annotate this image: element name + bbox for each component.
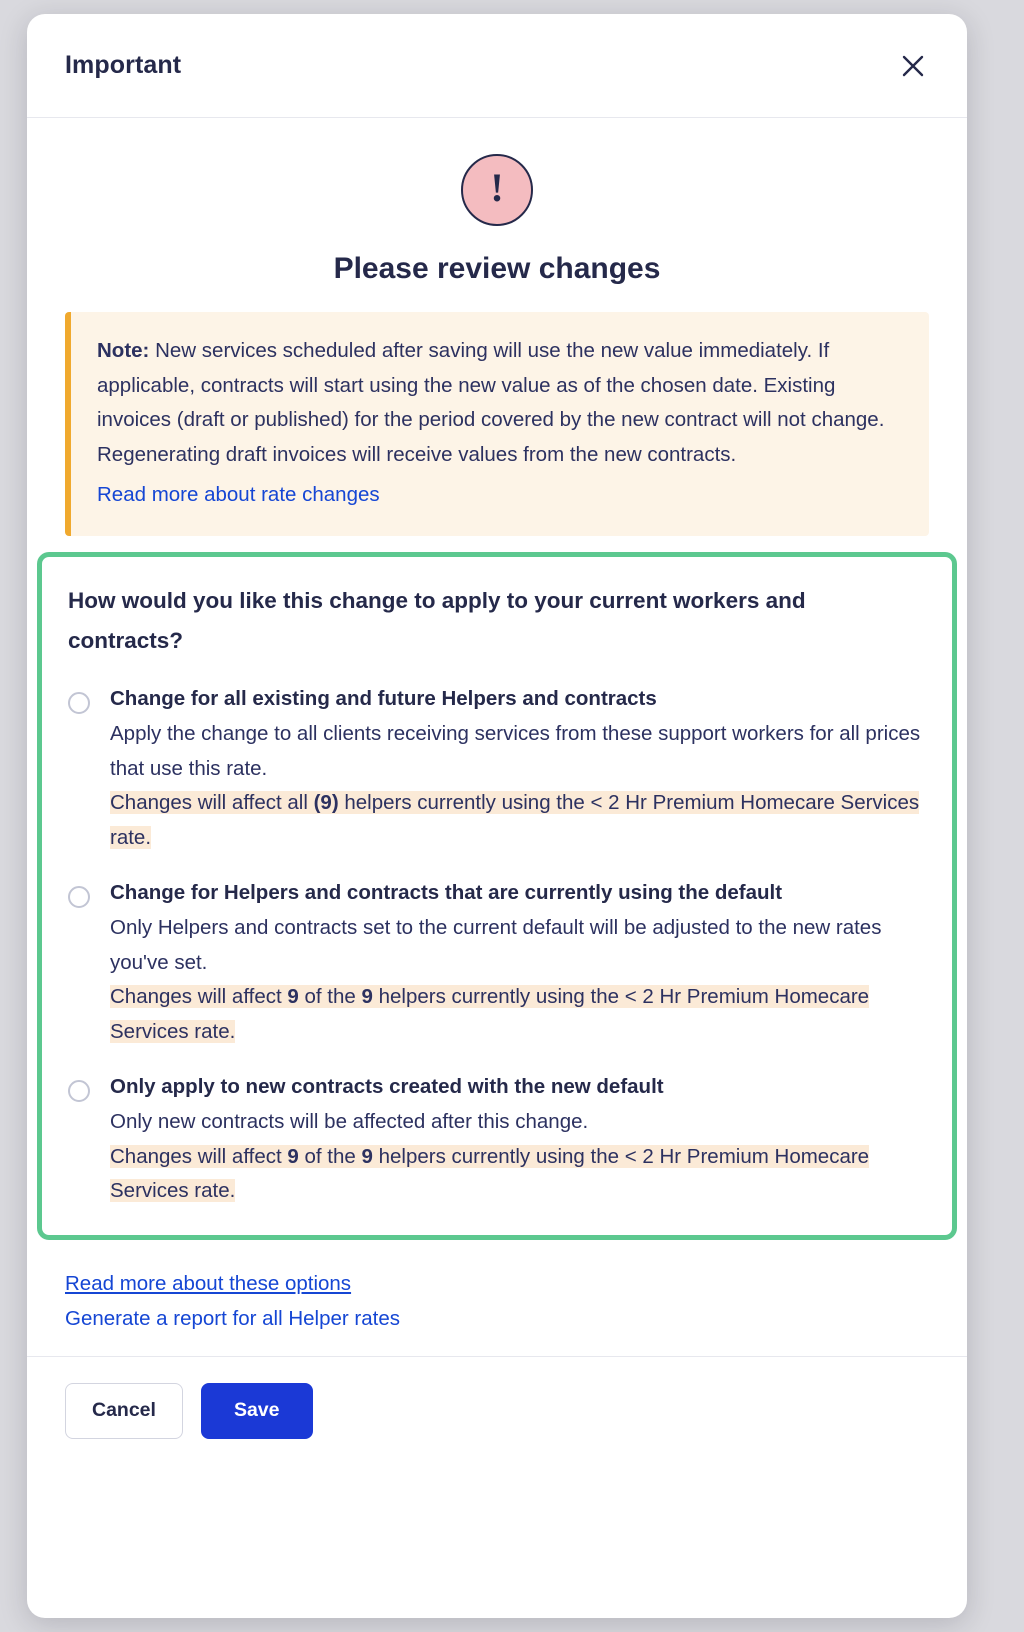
impact-suffix: helpers currently using the < 2 Hr Premium Homecare Services rate.: [110, 1144, 870, 1202]
option-body: [110, 1071, 926, 1209]
impact-prefix: Changes will affect all: [110, 791, 314, 814]
impact-middle: of the: [298, 985, 362, 1008]
impact-count: 9: [287, 1144, 299, 1168]
option-description: Only new contracts will be affected after this change.: [110, 1110, 589, 1133]
radio-new-contracts-only[interactable]: [68, 1080, 90, 1102]
note-text: [97, 334, 903, 472]
read-more-options-link[interactable]: Read more about these options: [65, 1271, 352, 1295]
note-body: New services scheduled after saving will use the new value immediately. If applicable, contracts will start using the new value as of the chosen date. Existing invoices (draft or published) for the period covered by the new contract will not change. Regenerating draft invoices will receive values from the new contracts.: [97, 339, 885, 466]
close-icon-glyph: [902, 55, 924, 77]
modal-footer: [27, 1356, 967, 1439]
modal-title: Important: [65, 51, 182, 79]
option-row-all-existing-future[interactable]: [68, 683, 926, 855]
impact-prefix: Changes will affect: [110, 985, 288, 1008]
option-title: Only apply to new contracts created with the new default: [110, 1075, 664, 1098]
impact-suffix: helpers currently using the < 2 Hr Premium Homecare Services rate.: [110, 985, 870, 1043]
option-body: [110, 683, 926, 855]
impact-count: 9: [287, 985, 299, 1008]
cancel-button[interactable]: Cancel: [65, 1383, 183, 1439]
option-body: [110, 877, 926, 1049]
apply-options-panel: [37, 552, 957, 1240]
modal-body: [27, 154, 967, 1342]
options-question: How would you like this change to apply to your current workers and contracts?: [68, 588, 806, 653]
radio-all-existing-future[interactable]: [68, 692, 90, 714]
impact-total: 9: [361, 985, 373, 1008]
modal-header: [27, 14, 967, 118]
option-impact: [110, 1140, 926, 1209]
option-description: Apply the change to all clients receiving services from these support workers for all prices that use this rate.: [110, 722, 921, 780]
option-title: Change for all existing and future Helpers and contracts: [110, 687, 657, 710]
exclamation-glyph: !: [490, 165, 504, 210]
note-label: Note:: [97, 339, 150, 362]
review-changes-modal: [27, 14, 967, 1618]
close-icon[interactable]: [895, 48, 931, 84]
save-button[interactable]: Save: [201, 1383, 313, 1439]
option-impact: [110, 980, 926, 1049]
radio-currently-default[interactable]: [68, 886, 90, 908]
page-title: Please review changes: [333, 252, 661, 285]
impact-suffix: helpers currently using the < 2 Hr Premium Homecare Services rate.: [110, 791, 920, 849]
impact-prefix: Changes will affect: [110, 1144, 288, 1168]
option-row-currently-default[interactable]: [68, 877, 926, 1049]
note-callout: [65, 312, 929, 536]
option-row-new-contracts-only[interactable]: [68, 1071, 926, 1209]
option-impact: [110, 786, 926, 855]
option-description: Only Helpers and contracts set to the current default will be adjusted to the new rates you've set.: [110, 916, 882, 974]
read-more-rate-changes-link[interactable]: Read more about rate changes: [97, 483, 380, 506]
exclamation-circle-icon: [461, 154, 533, 226]
alert-icon-container: [65, 154, 929, 226]
impact-count: (9): [313, 791, 339, 814]
generate-report-link[interactable]: Generate a report for all Helper rates: [65, 1306, 400, 1330]
impact-total: 9: [361, 1144, 373, 1168]
links-area: [65, 1266, 929, 1342]
option-title: Change for Helpers and contracts that are currently using the default: [110, 881, 783, 904]
impact-middle: of the: [298, 1144, 362, 1168]
